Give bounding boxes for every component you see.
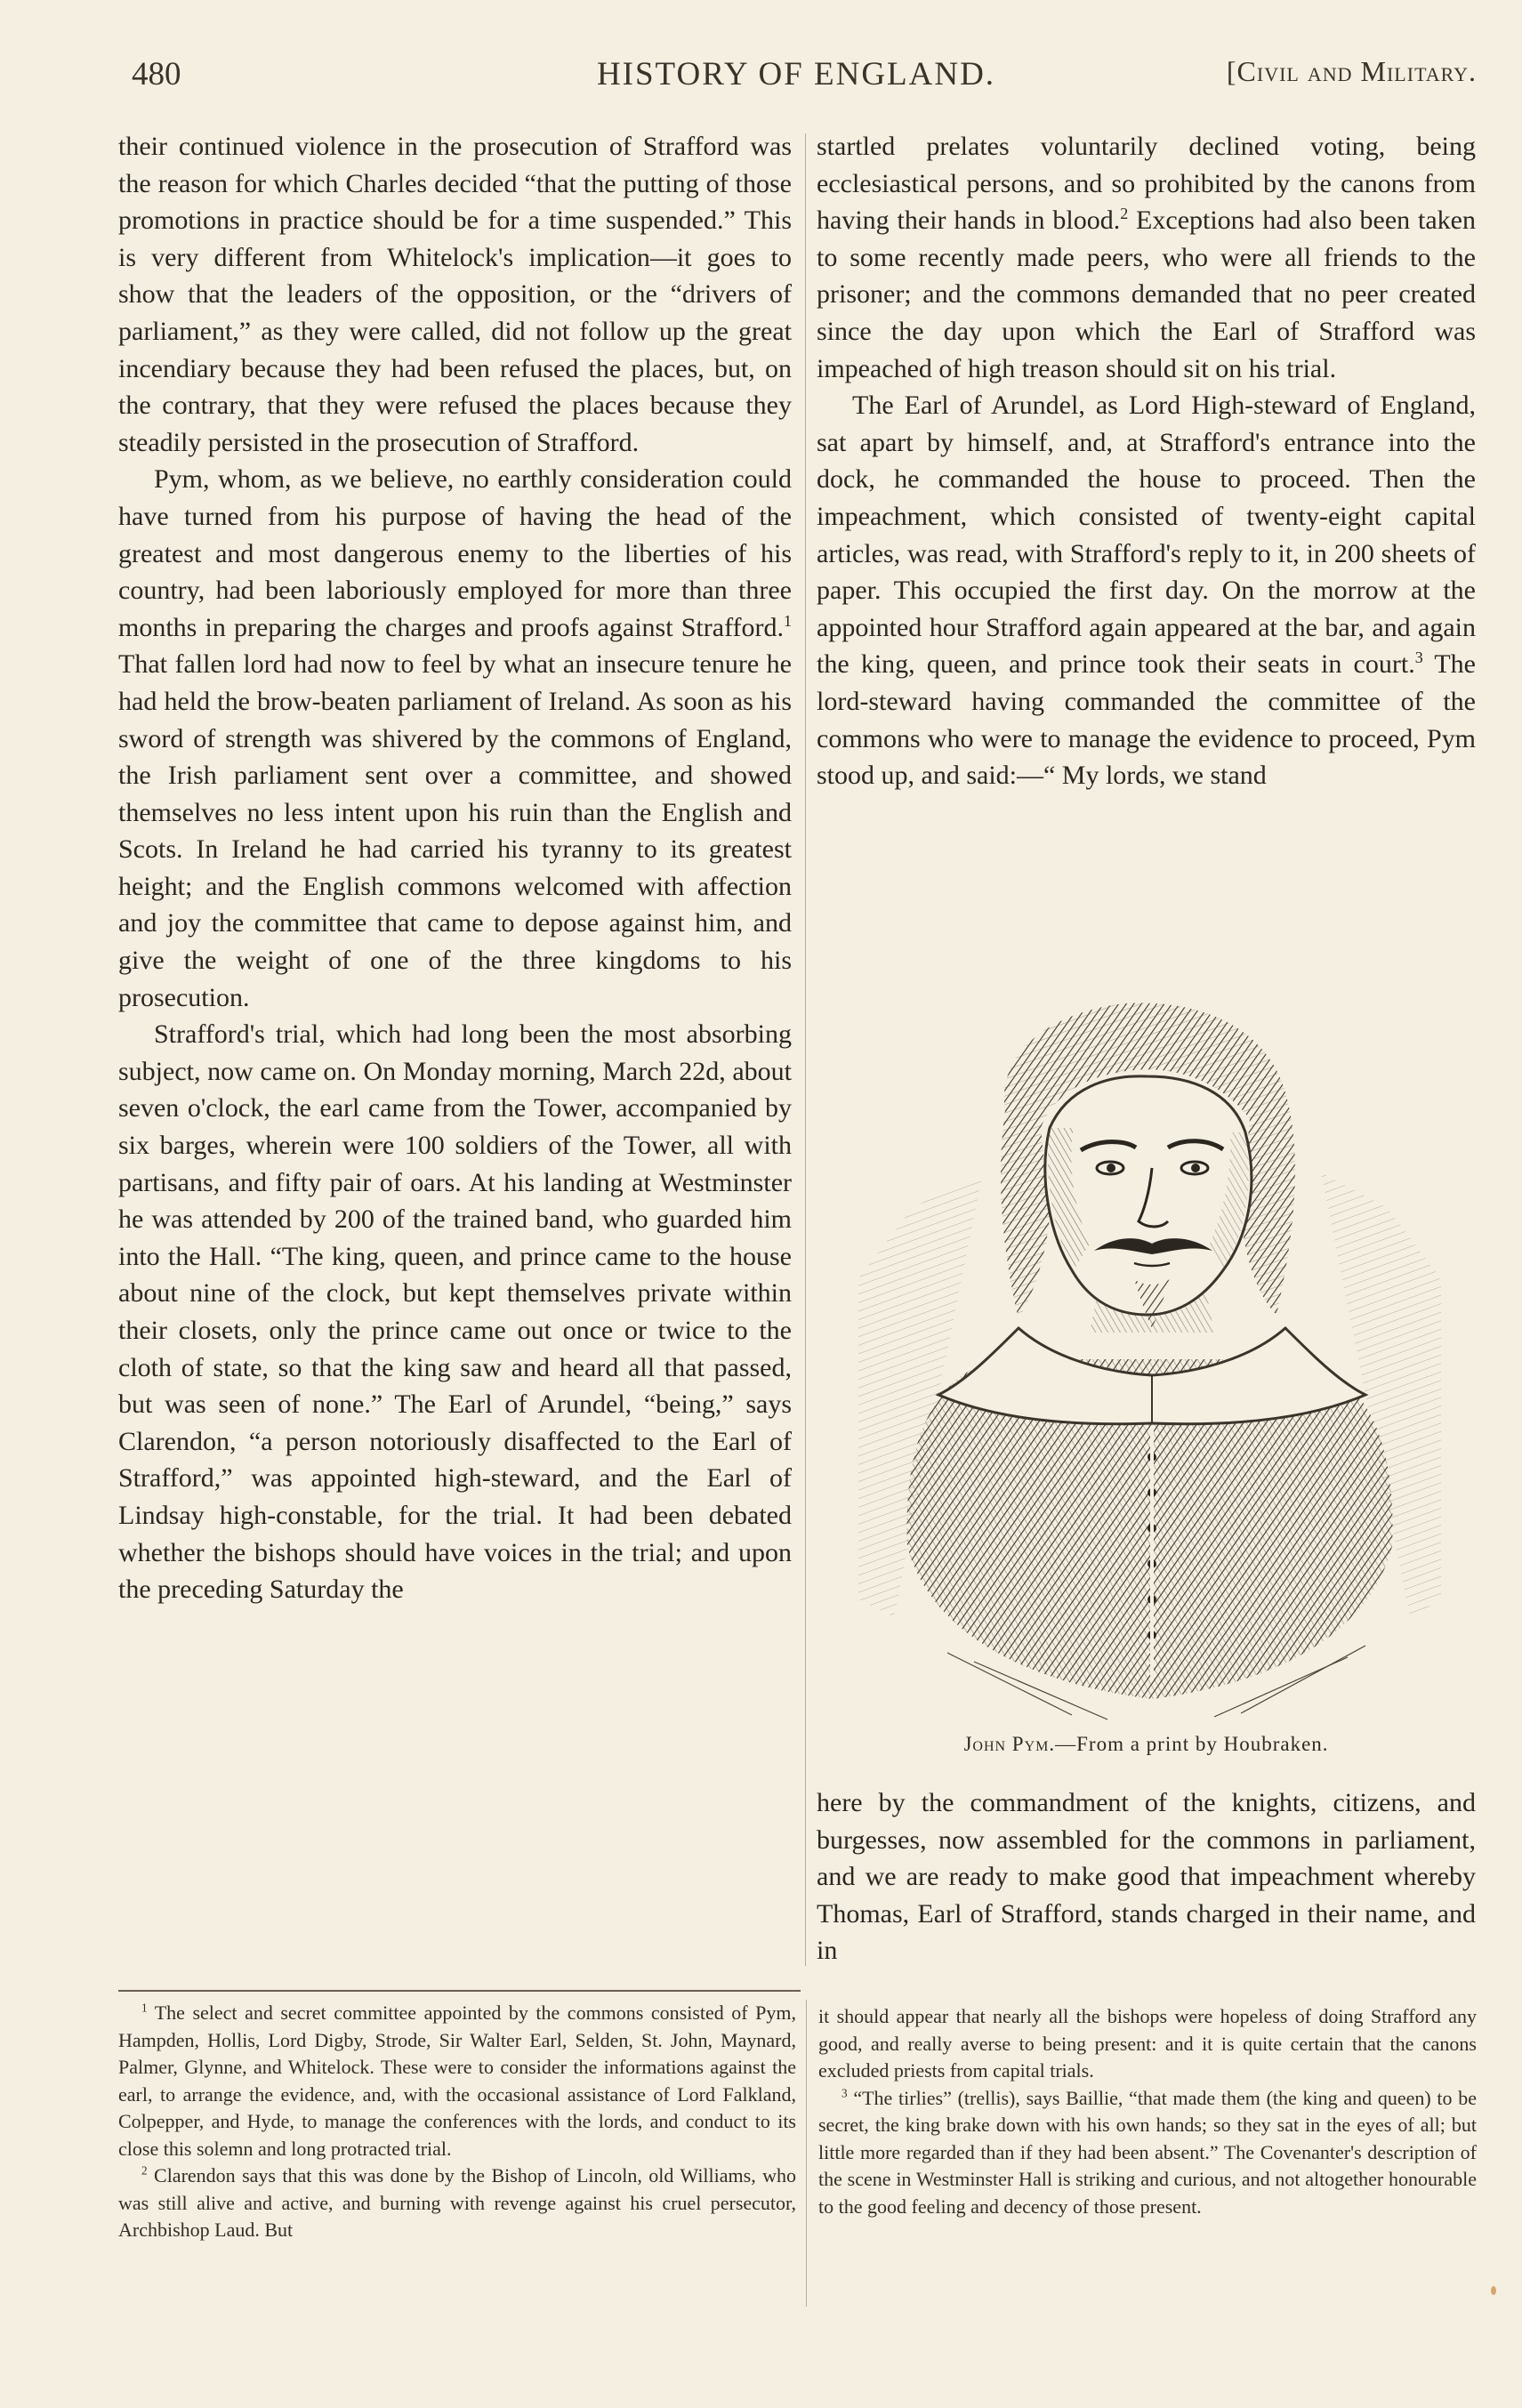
footnote-text: Clarendon says that this was done by the Bishop of Lincoln, old Williams, who was still alive and active, and burning with revenge against his cruel persecutor, Archbishop Laud. But: [118, 2164, 797, 2241]
ink-blot: [1491, 2286, 1496, 2295]
paragraph: their continued violence in the prosecution of Strafford was the reason for which Charles decided “that the putting of those promotions in practice should be for a time suspended.” This is very different from Whitelock's implication—it goes to show that the leaders of the opposition, or the “drivers of parliament,” as they were called, did not follow up the great incendiary because they had been refused the places, but, on the contrary, that they were refused the places because they steadily persisted in the prosecution of Strafford.: [118, 132, 792, 457]
paragraph: [817, 387, 1476, 794]
portrait-icon: [841, 977, 1459, 1724]
footnote-ref[interactable]: 2: [1120, 205, 1129, 223]
footnote-mark: 3: [842, 2086, 848, 2100]
footnote-mark: 1: [141, 2001, 148, 2015]
paragraph-text: The Earl of Arundel, as Lord High-steward of England, sat apart by himself, and, at Strafford's entrance into the dock, he commanded the house to proceed. Then the impeachment, which consisted of twenty-eight capital articles, was read, with Strafford's reply to it, in 200 sheets of paper. This occupied the first day. On the morrow at the appointed hour Strafford again appeared at the bar, and again the king, queen, and prince took their seats in court.: [817, 391, 1476, 680]
paragraph-text: The lord-steward having commanded the committee of the commons who were to manage the evidence to proceed, Pym stood up, and said:—“ My lords, we stand: [817, 649, 1476, 791]
right-column-top: [817, 128, 1476, 794]
footnote: [118, 2000, 796, 2162]
paragraph: here by the commandment of the knights, citizens, and burgesses, now assembled for the commons in parliament, and we are ready to make good that impeachment whereby Thomas, Earl of Strafford, stands charged in their name, and in: [817, 1788, 1476, 1966]
portrait-engraving: [841, 977, 1459, 1724]
footnote: [818, 2085, 1477, 2221]
running-header: [116, 55, 1477, 100]
figure-caption: [817, 1733, 1476, 1756]
footnote-continuation: it should appear that nearly all the bishops were hopeless of doing Strafford any good, and really averse to being present: and it is quite certain that the canons excluded priests from capital trials.: [818, 2005, 1477, 2082]
paragraph-text: startled prelates voluntarily declined voting, being ecclesiastical persons, and so prohibited by the canons from having their hands in blood.: [817, 132, 1476, 236]
footnote-rule: [118, 1990, 801, 1992]
paragraph: [118, 461, 792, 1016]
caption-text: —From a print by Houbraken.: [1055, 1733, 1329, 1755]
caption-name: John Pym.: [963, 1733, 1056, 1755]
paragraph: [817, 128, 1476, 387]
footnote: [118, 2162, 796, 2244]
left-column: [118, 128, 792, 1608]
right-column-bottom: [817, 1784, 1476, 1969]
footnotes-right: [818, 2003, 1477, 2220]
footnote-mark: 2: [141, 2163, 148, 2178]
page-number: 480: [132, 56, 181, 93]
footnote-ref[interactable]: 1: [784, 611, 792, 630]
footnote-text: The select and secret committee appointed by the commons consisted of Pym, Hampden, Hollis, Lord Digby, Strode, Sir Walter Earl, Selden, St. John, Maynard, Palmer, Glynne, and Whitelock. These were to consider the informations against the earl, to arrange the evidence, and, with the occasional assistance of Lord Falkland, Colpepper, and Hyde, to manage the conferences with the lords, and conduct to its close this solemn and long protracted trial.: [118, 2001, 796, 2160]
running-title: HISTORY OF ENGLAND.: [596, 56, 996, 93]
section-title: [Civil and Military.: [1226, 55, 1477, 87]
footnote-divider: [806, 2000, 807, 2307]
paragraph-text: That fallen lord had now to feel by what an insecure tenure he had held the brow-beaten parliament of Ireland. As soon as his sword of strength was shivered by the commons of England, the Irish parliament sent over a committee, and showed themselves no less intent upon his ruin than the English and Scots. In Ireland he had carried his tyranny to its greatest height; and the English commons welcomed with affection and joy the committee that came to depose against him, and give the weight of one of the three kingdoms to his prosecution.: [118, 649, 792, 1012]
paragraph-text: Exceptions had also been taken to some recently made peers, who were all friends to the prisoner; and the commons demanded that no peer created since the day upon which the Earl of Strafford was impeached of high treason should sit on his trial.: [817, 205, 1476, 383]
footnote-ref[interactable]: 3: [1414, 648, 1423, 667]
column-divider: [805, 133, 806, 1966]
footnote-text: “The tirlies” (trellis), says Baillie, “that made them (the king and queen) to be secret, the king brake down with his own hands; so they sat in the eyes of all; but little more regarded than if they had been absent.” The Covenanter's description of the scene in Westminster Hall is striking and curious, and not altogether honourable to the good feeling and decency of those present.: [818, 2086, 1478, 2218]
paragraph: Strafford's trial, which had long been the most absorbing subject, now came on. On Monday morning, March 22d, about seven o'clock, the earl came from the Tower, accompanied by six barges, wherein were 100 soldiers of the Tower, all with partisans, and fifty pair of oars. At his landing at Westminster he was attended by 200 of the trained band, who guarded him into the Hall. “The king, queen, and prince came to the house about nine of the clock, but kept themselves private within their closets, only the prince came out once or twice to the cloth of state, so that the king saw and heard all that passed, but was seen of none.” The Earl of Arundel, “being,” says Clarendon, “a person notoriously disaffected to the Earl of Strafford,” was appointed high-steward, and the Earl of Lindsay high-constable, for the trial. It had been debated whether the bishops should have voices in the trial; and upon the preceding Saturday the: [118, 1019, 792, 1605]
paragraph-text: Pym, whom, as we believe, no earthly consideration could have turned from his purpose of having the head of the greatest and most dangerous enemy to the liberties of his country, had been laboriously employed for more than three months in preparing the charges and proofs against Strafford.: [118, 464, 792, 642]
footnotes-left: [118, 2000, 796, 2244]
